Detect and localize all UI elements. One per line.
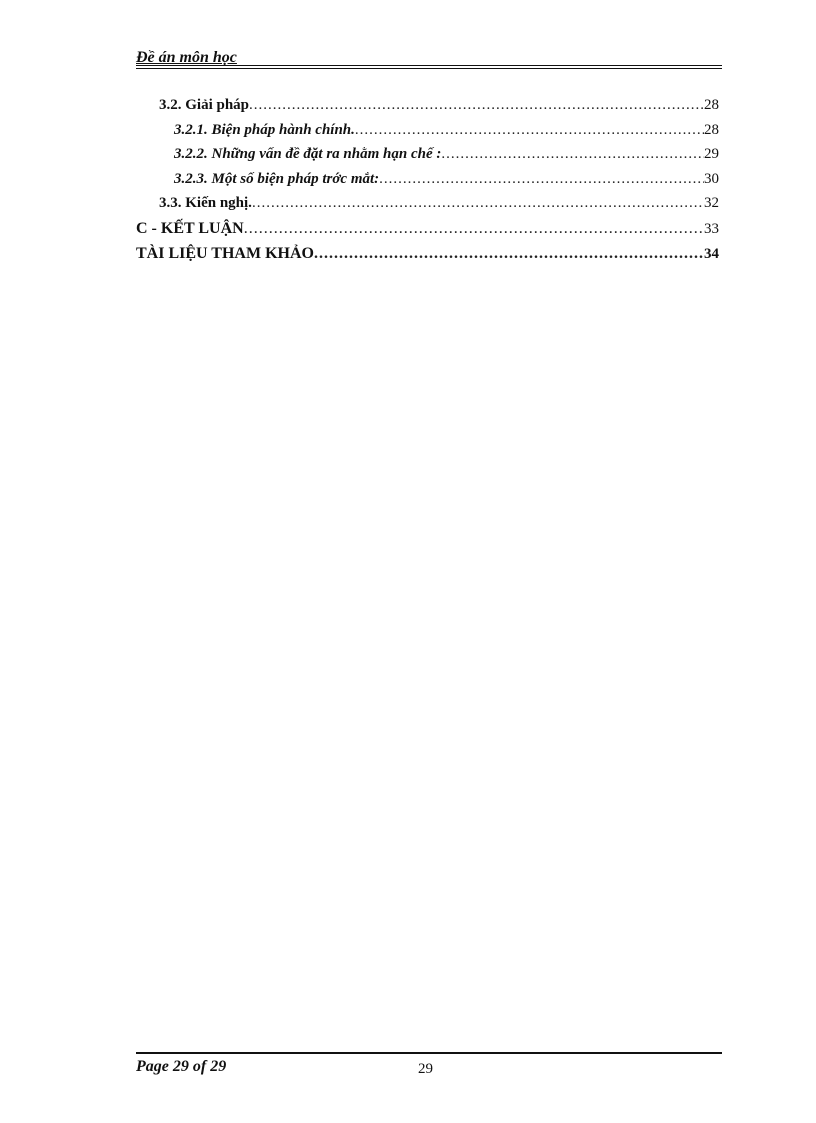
toc-entry-label: 3.2. Giải pháp: [159, 97, 250, 113]
toc-entry[interactable]: [136, 245, 719, 270]
toc-entry-label: C - KẾT LUẬN: [136, 219, 244, 237]
toc-entry-label: 3.2.3. Một số biện pháp trớc mắt:: [174, 170, 380, 187]
toc-entry-page: 33: [704, 220, 719, 237]
toc-leader-dots: [441, 146, 704, 163]
header-title: Đề án môn học: [136, 49, 237, 66]
toc-entry-page: 30: [704, 170, 719, 187]
toc-entry-page: 29: [704, 146, 719, 163]
toc-entry-label: TÀI LIỆU THAM KHẢO: [136, 244, 314, 262]
footer-page-label: Page 29 of 29: [136, 1058, 227, 1075]
toc-leader-dots: [252, 195, 704, 212]
toc-leader-dots: [314, 245, 704, 263]
toc-leader-dots: [244, 220, 704, 238]
toc-entry-label: 3.3. Kiến nghị.: [159, 195, 252, 212]
toc-entry-page: 28: [704, 121, 719, 138]
toc-leader-dots: [379, 171, 704, 188]
header-rule-double: [136, 68, 722, 69]
toc-entry-page: 32: [704, 195, 719, 212]
toc-entry-page: 28: [704, 97, 719, 113]
header-rule: [136, 65, 722, 66]
toc-entry[interactable]: [136, 146, 719, 171]
toc-entry[interactable]: [136, 97, 719, 122]
toc-leader-dots: [355, 122, 704, 139]
toc-entry[interactable]: [136, 195, 719, 220]
toc-entry-label: 3.2.2. Những vấn đề đặt ra nhằm hạn chế :: [174, 146, 442, 163]
toc-entry[interactable]: [136, 171, 719, 196]
toc-entry[interactable]: [136, 122, 719, 147]
footer-page-number: 29: [418, 1061, 433, 1077]
footer-rule: [136, 1052, 722, 1054]
toc-entry-label: 3.2.1. Biện pháp hành chính.: [174, 121, 355, 138]
toc-entry[interactable]: [136, 220, 719, 245]
toc-leader-dots: [249, 97, 704, 114]
toc-entry-page: 34: [704, 245, 719, 262]
page-header: [136, 48, 722, 70]
page-footer: [136, 1052, 722, 1082]
table-of-contents: [136, 97, 719, 269]
